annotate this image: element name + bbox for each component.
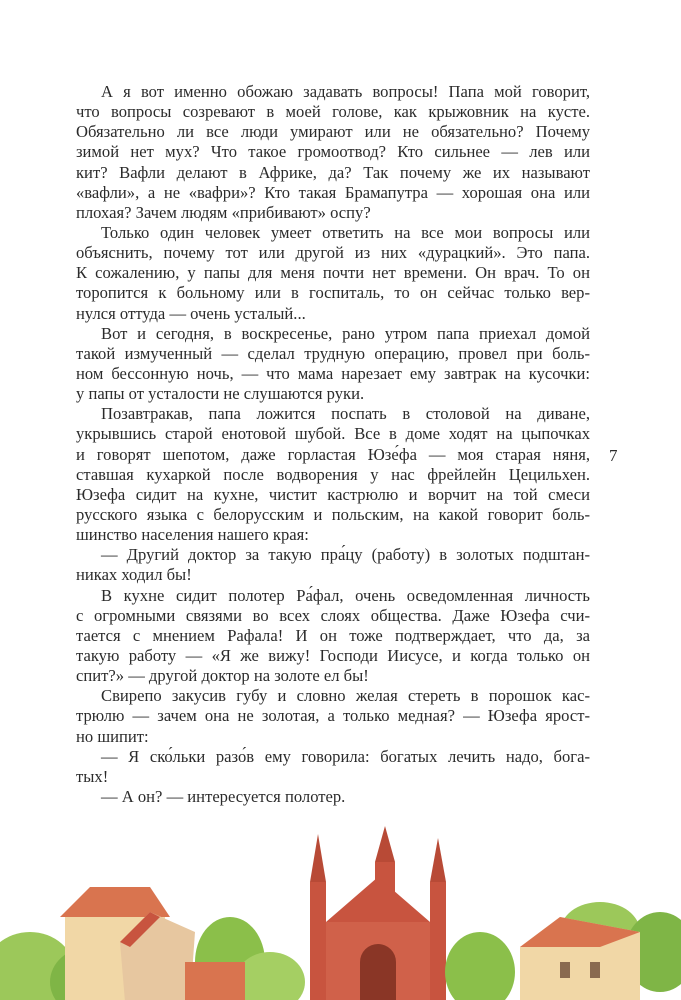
text-line: «вафли», а не «вафри»? Кто такая Брамапутра — хорошая она или	[76, 182, 590, 202]
text-line: ставшая кухаркой после водворения у нас фрейлейн Цецильхен.	[76, 464, 590, 484]
text-line: тых!	[76, 766, 109, 786]
text-line: и говорят шепотом, даже горластая Юзе́фа — моя старая няня,	[76, 444, 590, 464]
text-line: тается с мнением Рафала! И он тоже подтверждает, что да, за	[76, 625, 590, 645]
text-line: торопится к больному или в госпиталь, то он сейчас только вер-	[76, 283, 590, 303]
text-line: — Другий доктор за такую пра́цу (работу) в золотых подштан-	[101, 545, 590, 565]
text-line: кит? Вафли делают в Африке, да? Так почему же их называют	[76, 162, 590, 182]
text-line: что вопросы созревают в моей голове, как крыжовник на кусте.	[76, 102, 590, 122]
church	[310, 826, 446, 1000]
text-line: — А он? — интересуется полотер.	[101, 786, 346, 806]
text-line: Только один человек умеет ответить на все мои вопросы или	[101, 222, 590, 242]
text-line: объяснить, почему тот или другой из них «дурацкий». Это папа.	[76, 243, 590, 263]
text-line: шинство населения нашего края:	[76, 525, 309, 545]
text-line: спит?» — другой доктор на золоте ел бы!	[76, 666, 369, 686]
text-line: никах ходил бы!	[76, 565, 192, 585]
text-line: зимой нет мух? Что такое громоотвод? Кто сильнее — лев или	[76, 142, 590, 162]
text-line: такую работу — «Я же вижу! Господи Иисусе, и когда только он	[76, 645, 590, 665]
text-line: К сожалению, у папы для меня почти нет времени. Он врач. То он	[76, 263, 590, 283]
text-line: Свирепо закусив губу и словно желая стереть в порошок кас-	[101, 686, 590, 706]
text-line: В кухне сидит полотер Ра́фал, очень осведомленная личность	[101, 585, 590, 605]
text-line: — Я ско́льки разо́в ему говорила: богатых лечить надо, бога-	[101, 746, 590, 766]
text-line: Юзефа сидит на кухне, чистит кастрюлю и ворчит на той смеси	[76, 484, 590, 504]
text-line: у папы от усталости не слушаются руки.	[76, 384, 365, 404]
text-line: трюлю — зачем она не золотая, а только медная? — Юзефа ярост-	[76, 706, 590, 726]
text-line: Обязательно ли все люди умирают или не обязательно? Почему	[76, 122, 590, 142]
text-line: А я вот именно обожаю задавать вопросы! Папа мой говорит,	[101, 82, 590, 101]
text-line: Вот и сегодня, в воскресенье, рано утром папа приехал домой	[101, 323, 590, 343]
text-line: но шипит:	[76, 726, 149, 746]
text-line: плохая? Зачем людям «прибивают» оспу?	[76, 202, 371, 222]
page-number: 7	[609, 446, 618, 465]
text-line: укрывшись старой енотовой шубой. Все в доме ходят на цыпочках	[76, 424, 590, 444]
text-line: с огромными связями во всех слоях общества. Даже Юзефа счи-	[76, 605, 590, 625]
text-line: ном бессонную ночь, — что мама нарезает ему завтрак на кусочки:	[76, 363, 590, 383]
body-text	[76, 82, 590, 807]
text-line: Позавтракав, папа ложится поспать в столовой на диване,	[101, 404, 590, 424]
text-line: русского языка с белорусским и польским, на какой говорит боль-	[76, 504, 590, 524]
text-line: нулся оттуда — очень усталый...	[76, 303, 306, 323]
text-line: такой измученный — сделал трудную операцию, провел при боль-	[76, 343, 590, 363]
city-skyline-illustration	[0, 822, 681, 1000]
houses-right	[520, 917, 640, 1000]
